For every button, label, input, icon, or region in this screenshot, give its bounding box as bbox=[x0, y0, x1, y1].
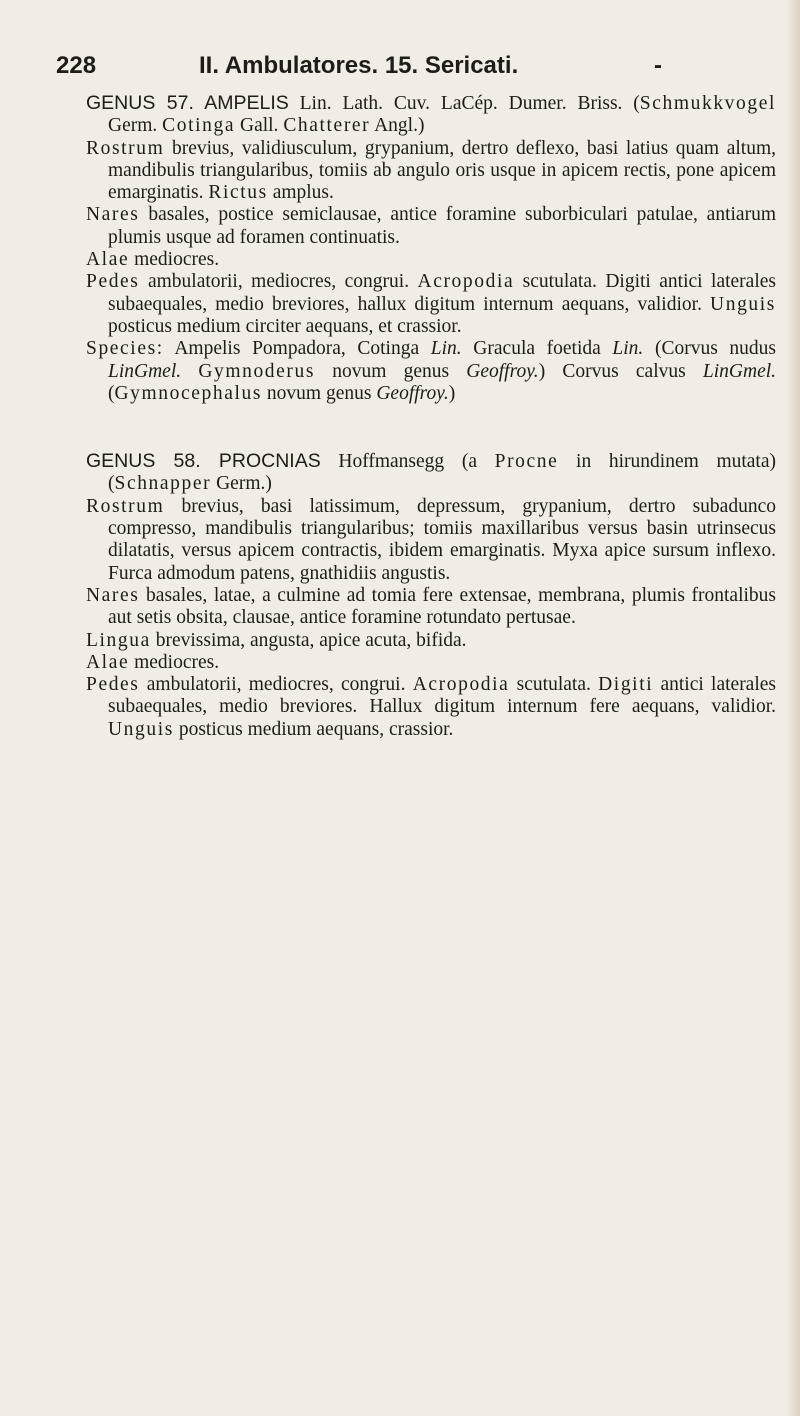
genus-57-pedes: Pedes ambulatorii, mediocres, congrui. Acropodia scutulata. Digiti antici laterales subaequales, medio breviores, hallux digitum internum aequans, validior. Unguis posticus medium circiter aequans, et crassior. bbox=[86, 271, 776, 337]
book-page bbox=[56, 52, 777, 741]
genus-58-alae: Alae mediocres. bbox=[86, 651, 220, 673]
genus-58-rostrum: Rostrum brevius, basi latissimum, depressum, grypanium, dertro subadunco compresso, mandibulis triangularibus; tomiis maxillaribus versus basin utrinsecus dilatatis, versus apicem contractis, ibidem emarginatis. Myxa apice sursum inflexo. Furca admodum patens, gnathidiis angustis. bbox=[86, 495, 776, 584]
genus-58-pedes: Pedes ambulatorii, mediocres, congrui. Acropodia scutulata. Digiti antici laterales subaequales, medio breviores. Hallux digitum internum fere aequans, validior. Unguis posticus medium aequans, crassior. bbox=[86, 674, 776, 740]
genus-57-section bbox=[86, 92, 776, 405]
running-head-dash: - bbox=[654, 52, 662, 79]
genus-57-alae: Alae mediocres. bbox=[86, 249, 220, 271]
genus-57-species: Species: Ampelis Pompadora, Cotinga Lin. Gracula foetida Lin. (Corvus nudus LinGmel. Gymnoderus novum genus Geoffroy.) Corvus calvus LinGmel. (Gymnocephalus novum genus Geoffroy.) bbox=[86, 338, 777, 404]
genus-57-heading: GENUS 57. AMPELIS Lin. Lath. Cuv. LaCép. Dumer. Briss. (Schmukkvogel Germ. Cotinga Gall. Chatterer Angl.) bbox=[86, 92, 776, 137]
page-number: 228 bbox=[56, 52, 97, 79]
running-head-title: II. Ambulatores. 15. Sericati. bbox=[199, 52, 519, 79]
genus-58-nares: Nares basales, latae, a culmine ad tomia fere extensae, membrana, plumis frontalibus aut setis obsita, clausae, antice foramine rotundato pertusae. bbox=[86, 584, 776, 629]
genus-58-section bbox=[86, 450, 776, 741]
genus-58-name: GENUS 58. PROCNIAS bbox=[86, 450, 321, 473]
genus-57-rostrum: Rostrum brevius, validiusculum, grypanium, dertro deflexo, basi latius quam altum, mandibulis triangularibus, tomiis ab angulo oris usque in apicem rectis, pone apicem emarginatis. Rictus amplus. bbox=[86, 137, 776, 204]
genus-57-nares: Nares basales, postice semiclausae, antice foramine suborbiculari patulae, antiarum plumis usque ad foramen continuatis. bbox=[86, 204, 776, 248]
page-edge-shadow bbox=[786, 0, 800, 1416]
genus-58-heading: GENUS 58. PROCNIAS Hoffmansegg (a Procne in hirundinem mutata) (Schnapper Germ.) bbox=[86, 450, 776, 495]
genus-58-lingua: Lingua brevissima, angusta, apice acuta, bifida. bbox=[86, 629, 467, 651]
genus-57-name: GENUS 57. AMPELIS bbox=[86, 92, 289, 114]
running-head bbox=[56, 52, 776, 92]
